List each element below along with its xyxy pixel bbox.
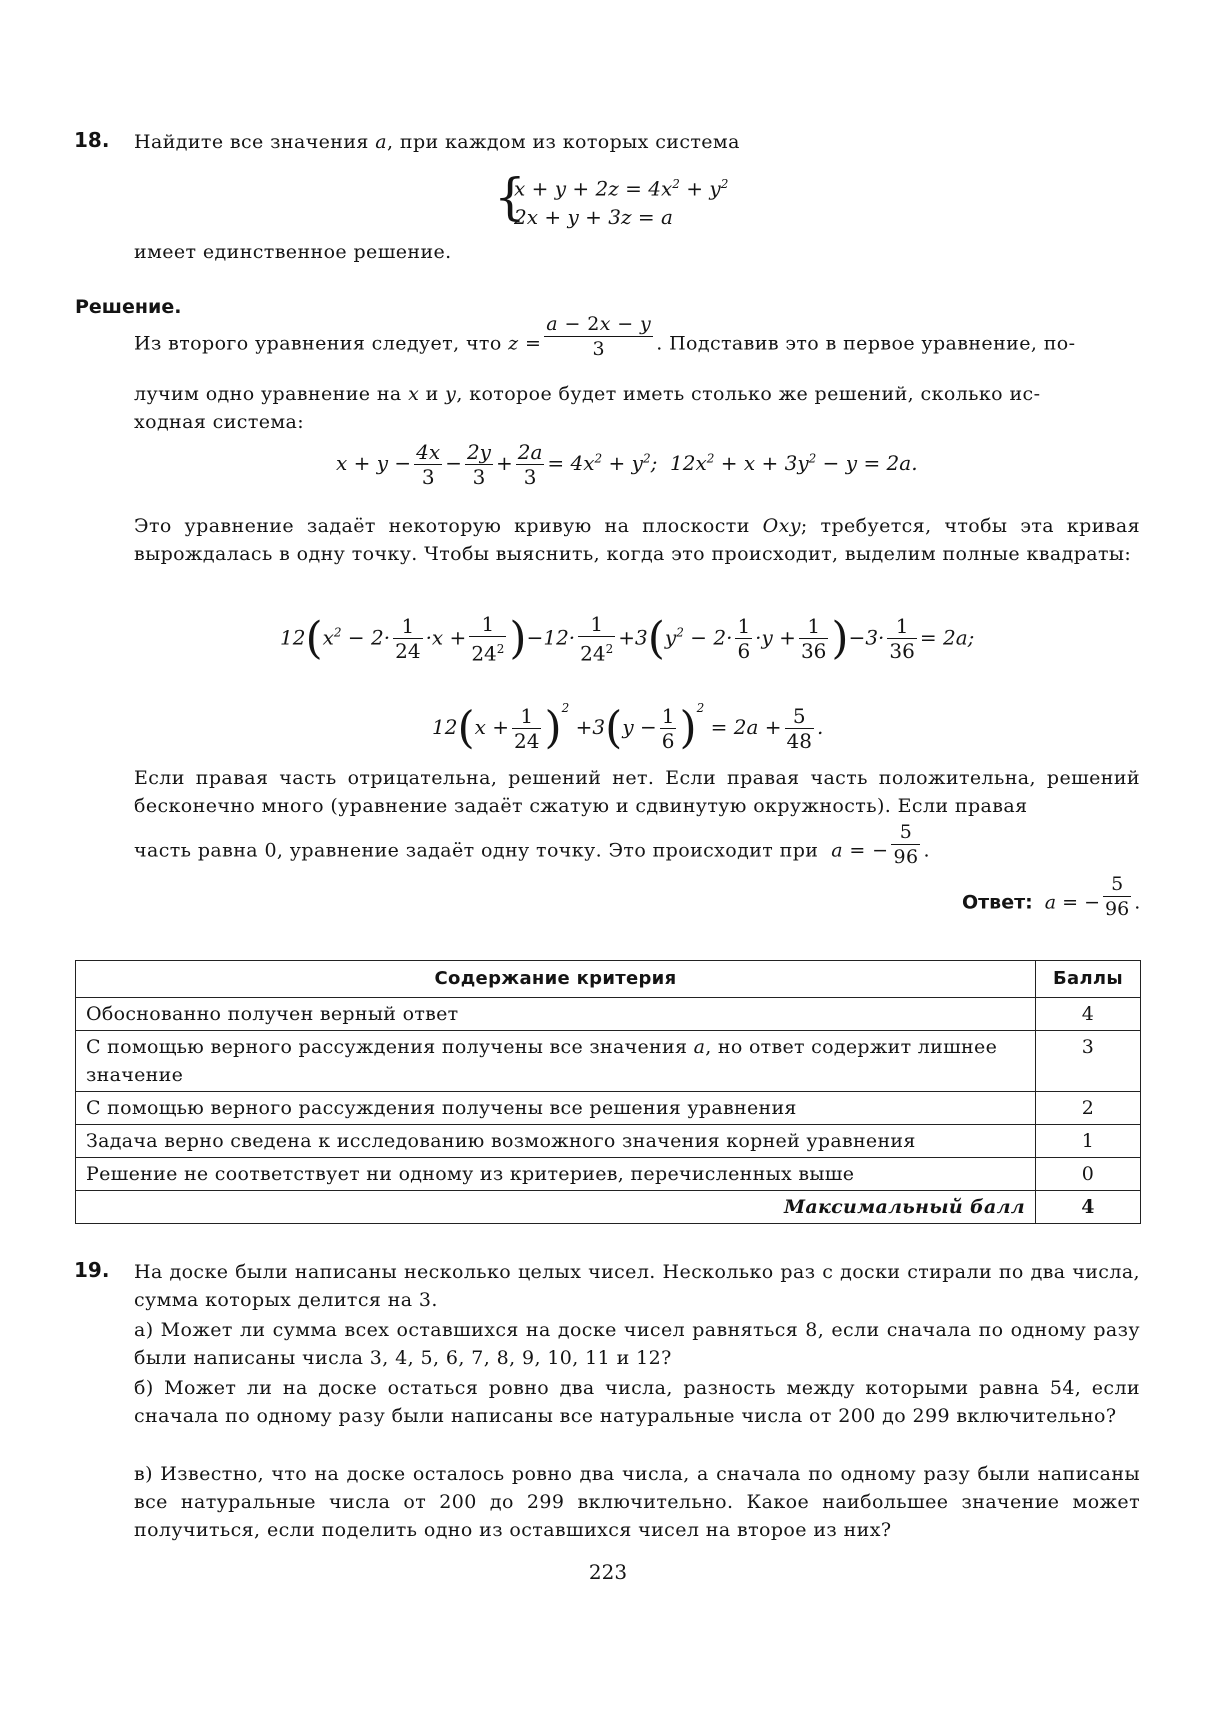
task-19-number: 19.: [74, 1258, 110, 1282]
equation-3: 12(x + $\frac{1}{24}$ )$^2$ +3(y − $\frac{1}{6}$ )$^2$ = 2a + $\frac{5}{48}$ .: [432, 701, 824, 754]
solution-header: Решение.: [75, 296, 182, 318]
criteria-text: Задача верно сведена к исследованию возможного значения корней уравнения: [76, 1125, 1036, 1158]
solution-paragraph-1-cont: лучим одно уравнение на x и y, которое будет иметь столько же решений, сколько ис- ходная система:: [134, 383, 1041, 433]
answer-label: Ответ:: [962, 891, 1033, 914]
criteria-header-points: Баллы: [1036, 961, 1141, 998]
task-18-number: 18.: [74, 128, 110, 152]
solution-paragraph-2: Это уравнение задаёт некоторую кривую на плоскости Oxy; требуется, чтобы эта кривая вырождалась в одну точку. Чтобы выяснить, когда это происходит, выделим полные квадраты:: [134, 515, 1140, 565]
equation-1: x + y − $\frac{4x}{3}$ − $\frac{2y}{3}$ + $\frac{2a}{3}$ = $4x^2 + y^2$; $12x^2 + x + 3y^2 - y = 2a$.: [336, 440, 918, 489]
solution-paragraph-3-end: часть равна 0, уравнение задаёт одну точку. Это происходит при a = − $\frac{5}{96}$ .: [134, 821, 930, 868]
criteria-points: 2: [1036, 1092, 1141, 1125]
criteria-row: [76, 998, 1141, 1031]
task-19-part-c: в) Известно, что на доске осталось ровно два числа, а сначала по одному разу были написаны все натуральные числа от 200 до 299 включительно. Какое наибольшее значение может получиться, если поделить одно из оставшихся чисел на второе из них?: [134, 1463, 1140, 1541]
criteria-row: [76, 1125, 1141, 1158]
answer: Ответ: a = − $\frac{5}{96}$ .: [962, 873, 1141, 920]
criteria-max-row: [76, 1191, 1141, 1224]
criteria-row: [76, 1031, 1141, 1092]
criteria-points: 1: [1036, 1125, 1141, 1158]
task-19-part-b: б) Может ли на доске остаться ровно два числа, разность между которыми равна 54, если сначала по одному разу были написаны все натуральные числа от 200 до 299 включительно?: [134, 1377, 1140, 1427]
task-19-intro: На доске были написаны несколько целых чисел. Несколько раз с доски стирали по два числа, сумма которых делится на 3.: [134, 1261, 1140, 1311]
task-19-part-a: а) Может ли сумма всех оставшихся на доске чисел равняться 8, если сначала по одному разу были написаны числа 3, 4, 5, 6, 7, 8, 9, 10, 11 и 12?: [134, 1319, 1140, 1369]
criteria-table: [75, 960, 1141, 1224]
criteria-max-points: 4: [1036, 1191, 1141, 1224]
criteria-points: 4: [1036, 998, 1141, 1031]
criteria-header-content: Содержание критерия: [76, 961, 1036, 998]
task-18-statement: Найдите все значения a, при каждом из которых система: [134, 131, 740, 153]
criteria-points: 0: [1036, 1158, 1141, 1191]
solution-paragraph-1: Из второго уравнения следует, что z = $\frac{a - 2x - y}{3}$ . Подставив это в первое уравнение, по-: [134, 313, 1076, 360]
criteria-text: Решение не соответствует ни одному из критериев, перечисленных выше: [76, 1158, 1036, 1191]
solution-paragraph-3: Если правая часть отрицательна, решений нет. Если правая часть положительна, решений бесконечно много (уравнение задаёт сжатую и сдвинутую окружность). Если правая: [134, 767, 1140, 817]
criteria-text: С помощью верного рассуждения получены все значения a, но ответ содержит лишнее значение: [76, 1031, 1036, 1092]
criteria-points: 3: [1036, 1031, 1141, 1092]
criteria-text: Обоснованно получен верный ответ: [76, 998, 1036, 1031]
criteria-row: [76, 1092, 1141, 1125]
equation-2: $12(x^2 - 2\cdot$ $\frac{1}{24}$ ·x + $\frac{1}{24^2}$ )−12· $\frac{1}{24^2}$ $+3(y^2 - 2\cdot$ $\frac{1}{6}$ ·y + $\frac{1}{36}$ )−3· $\frac{1}{36}$ = 2a;: [280, 612, 975, 666]
page-number: 223: [588, 1560, 628, 1584]
equation-system: { $x + y + 2z = 4x^2 + y^2$ 2x + y + 3z = a: [494, 168, 729, 229]
criteria-text: С помощью верного рассуждения получены все решения уравнения: [76, 1092, 1036, 1125]
criteria-row: [76, 1158, 1141, 1191]
criteria-max-label: Максимальный балл: [76, 1191, 1036, 1224]
task-18-statement-end: имеет единственное решение.: [134, 241, 452, 263]
criteria-header-row: [76, 961, 1141, 998]
